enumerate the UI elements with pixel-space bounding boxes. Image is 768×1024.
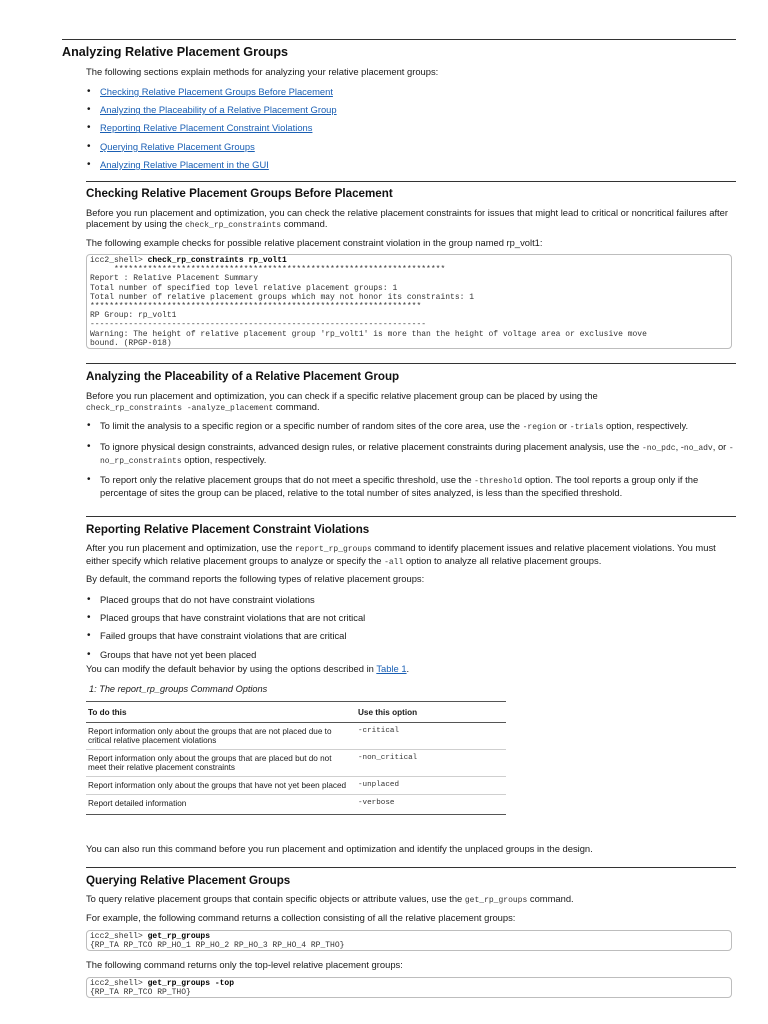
code-line: ********************************************************************* (90, 265, 446, 275)
text-span: command. (281, 218, 328, 230)
inline-code: -region (522, 423, 557, 432)
querying-example-text: For example, the following command returns a collection consisting of all the relative placement groups: (86, 912, 516, 923)
text-span: To ignore physical design constraints, advanced design rules, or relative placement constraints during placement analysis, use the (100, 440, 642, 452)
text-span: option. The tool reports a group only if the percentage of sites the group can be placed, relative to the total number of sites analyzed, is less than the specified threshold. (100, 474, 699, 498)
reporting-bullets (86, 591, 365, 664)
shell-prompt: icc2_shell> (90, 256, 148, 265)
shell-command: check_rp_constraints rp_volt1 (147, 256, 287, 265)
text-span: command. (527, 893, 574, 904)
code-line: RP Group: rp_volt1 (90, 311, 177, 321)
table-header-cell: Use this option (356, 702, 506, 723)
inline-code: check_rp_constraints -analyze_placement (86, 404, 274, 414)
text-span: To limit the analysis to a specific region or a specific number of random sites of the core area, use the (100, 420, 523, 431)
table-cell-option: -critical (356, 723, 506, 750)
options-table (86, 701, 506, 815)
text-span: option, respectively. (603, 420, 689, 431)
text-span: option, respectively. (181, 453, 267, 465)
toc-item (86, 83, 337, 101)
bullet-item (86, 420, 734, 433)
text-span: . (406, 663, 410, 674)
bullet-item (86, 441, 734, 467)
toc-link-querying[interactable]: Querying Relative Placement Groups (100, 140, 255, 152)
inline-code: -no_rp_constraints (100, 443, 734, 466)
top-divider (62, 39, 736, 40)
inline-code: -all (384, 557, 404, 567)
text-span: command to identify placement issues and relative placement violations. You must either specify which relative placement groups to analyze or specify the (86, 542, 716, 566)
text-span: , - (675, 440, 684, 452)
checking-paragraph (86, 207, 736, 231)
bullet-item: • Placed groups that do not have constraint violations (86, 591, 365, 609)
toc-item (86, 138, 337, 156)
code-line: ********************************************************************* (90, 302, 422, 312)
table-row (86, 777, 506, 795)
toc-link-reporting[interactable]: Reporting Relative Placement Constraint Violations (100, 122, 313, 134)
table-cell-option: -unplaced (356, 777, 506, 795)
querying-top-text: The following command returns only the top-level relative placement groups: (86, 959, 403, 970)
table-header-cell: To do this (86, 702, 356, 723)
code-block-get-rp-groups-top (86, 977, 732, 998)
code-line: {RP_TA RP_TCO RP_HO_1 RP_HO_2 RP_HO_3 RP_HO_4 RP_THO} (90, 941, 345, 951)
text-span: To report only the relative placement groups that do not meet a specific threshold, use the (100, 474, 475, 486)
toc-item (86, 101, 337, 119)
section-title-querying: Querying Relative Placement Groups (86, 874, 291, 887)
page-title: Analyzing Relative Placement Groups (62, 45, 289, 59)
text-span: You can modify the default behavior by using the options described in (86, 663, 377, 674)
inline-code: -trials (569, 423, 604, 432)
code-line: Total number of relative placement groups which may not honor its constraints: 1 (90, 292, 475, 302)
code-line: Report : Relative Placement Summary (90, 274, 259, 284)
querying-paragraph (86, 893, 574, 906)
section-divider (86, 516, 736, 517)
toc-item (86, 156, 337, 174)
reporting-also-text: You can also run this command before you run placement and optimization and identify the unplaced groups in the design. (86, 843, 593, 854)
section-title-placeability: Analyzing the Placeability of a Relative Placement Group (86, 370, 400, 383)
inline-code: -threshold (474, 477, 523, 487)
text-span: , or (712, 440, 729, 452)
checking-example-text: The following example checks for possible relative placement constraint violation in the group named rp_volt1: (86, 237, 543, 248)
table-1-link[interactable]: Table 1 (376, 663, 407, 674)
section-title-checking: Checking Relative Placement Groups Before Placement (86, 187, 393, 200)
reporting-default-text: By default, the command reports the following types of relative placement groups: (86, 573, 425, 584)
code-line: bound. (RPGP-018) (90, 338, 172, 348)
text-span: Before you run placement and optimization, you can check if a specific relative placement group can be placed by using the (86, 390, 598, 401)
table-cell: Report information only about the groups that are placed but do not meet their relative placement constraints (86, 750, 356, 777)
shell-command: get_rp_groups -top (147, 979, 235, 988)
table-cell-option: -verbose (356, 795, 506, 815)
bullet-item: • Groups that have not yet been placed (86, 646, 365, 664)
bullet-item (86, 474, 734, 498)
shell-prompt: icc2_shell> (90, 979, 148, 988)
code-line: Warning: The height of relative placement group 'rp_volt1' is more than the height of voltage area or exclusive move (90, 329, 647, 339)
toc-link-gui[interactable]: Analyzing Relative Placement in the GUI (100, 158, 269, 170)
bullet-item: • Failed groups that have constraint violations that are critical (86, 627, 365, 645)
table-cell: Report detailed information (86, 795, 356, 815)
inline-code: get_rp_groups (464, 896, 528, 905)
section-divider (86, 867, 736, 868)
table-header-row (86, 702, 506, 723)
shell-prompt: icc2_shell> (90, 932, 148, 941)
inline-code: -no_pdc (641, 443, 676, 453)
table-row (86, 795, 506, 815)
code-line: Total number of specified top level relative placement groups: 1 (90, 283, 398, 293)
text-span: To query relative placement groups that contain specific objects or attribute values, use the (86, 893, 465, 904)
placeability-bullets (86, 420, 734, 498)
section-divider (86, 181, 736, 182)
code-block-check-rp (86, 254, 732, 349)
text-span: or (556, 420, 570, 431)
section-divider (86, 363, 736, 364)
text-span: After you run placement and optimization, use the (86, 542, 295, 553)
inline-code: check_rp_constraints (185, 221, 282, 231)
table-caption: 1: The report_rp_groups Command Options (89, 684, 268, 694)
reporting-modify-text (86, 663, 409, 674)
table-row (86, 723, 506, 750)
shell-command: get_rp_groups (147, 932, 211, 941)
table-cell-option: -non_critical (356, 750, 506, 777)
inline-code: report_rp_groups (294, 545, 372, 554)
toc-list (86, 83, 337, 174)
code-line: {RP_TA RP_TCO RP_THO} (90, 988, 191, 998)
toc-item (86, 119, 337, 137)
text-span: command. (273, 401, 320, 413)
table-cell: Report information only about the groups that are not placed due to critical relative placement violations (86, 723, 356, 750)
reporting-paragraph (86, 542, 738, 568)
text-span: option to analyze all relative placement groups. (403, 554, 602, 566)
toc-link-placeability[interactable]: Analyzing the Placeability of a Relative Placement Group (100, 104, 337, 116)
code-line: ---------------------------------------------------------------------- (90, 320, 427, 330)
code-block-get-rp-groups (86, 930, 732, 951)
bullet-item: • Placed groups that have constraint violations that are not critical (86, 609, 365, 627)
placeability-paragraph (86, 390, 736, 414)
section-title-reporting: Reporting Relative Placement Constraint Violations (86, 523, 370, 536)
table-row (86, 750, 506, 777)
intro-text: The following sections explain methods for analyzing your relative placement groups: (86, 66, 439, 77)
toc-link-checking[interactable]: Checking Relative Placement Groups Before Placement (100, 86, 333, 97)
text-span: Before you run placement and optimization, you can check the relative placement constraints for issues that might lead to critical or noncritical failures after placement by using the (86, 207, 728, 230)
table-cell: Report information only about the groups that have not yet been placed (86, 777, 356, 795)
inline-code: no_adv (683, 443, 713, 453)
